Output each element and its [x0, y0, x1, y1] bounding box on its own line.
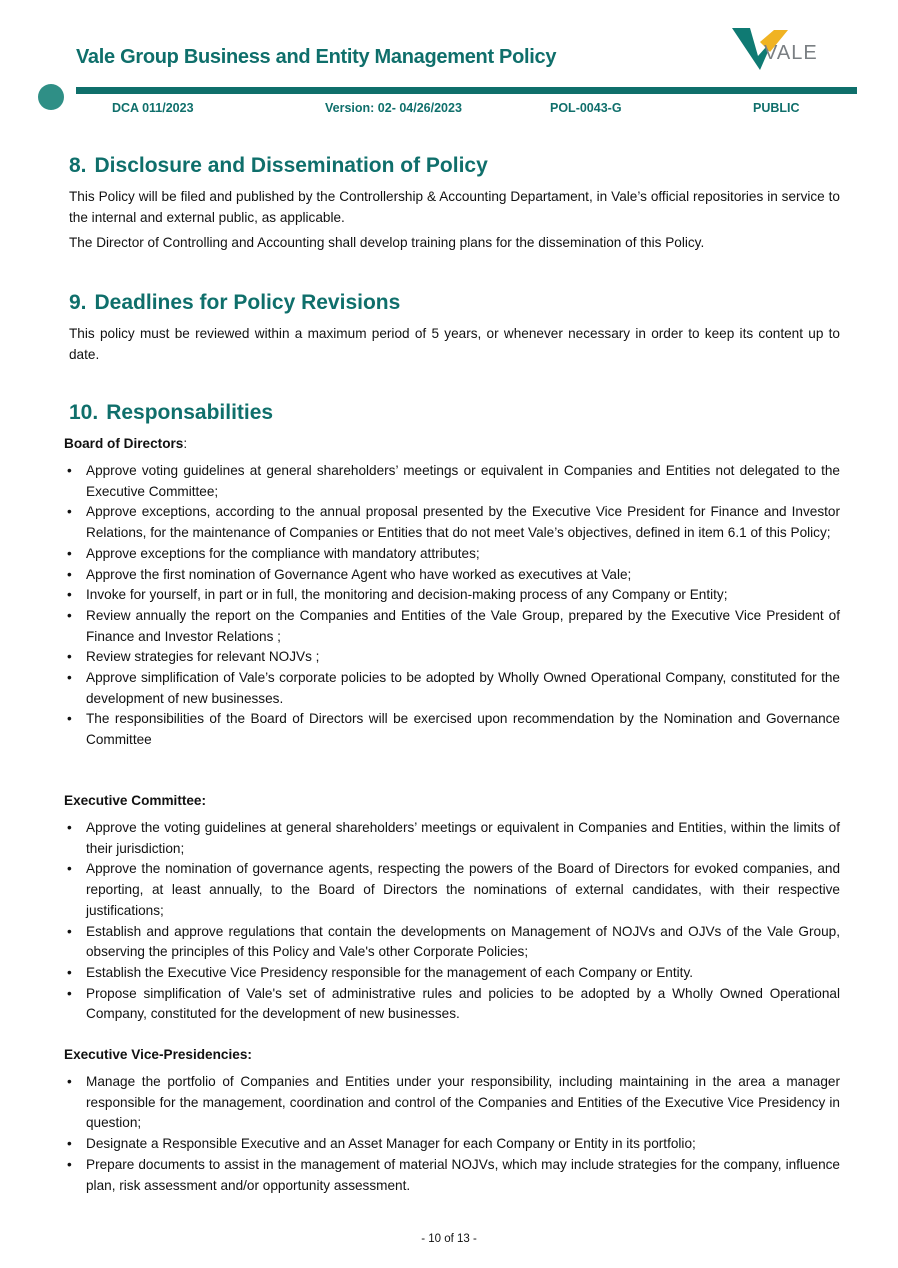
- section-8: [69, 154, 840, 259]
- list-item-text: Establish and approve regulations that contain the developments on Management of NOJVs and OJVs of the Vale Group, observing the principles of this Policy and Vale's other Corporate Policies;: [86, 923, 840, 960]
- bullet-icon: •: [67, 985, 72, 1001]
- paragraph: The Director of Controlling and Accounting shall develop training plans for the dissemination of this Policy.: [69, 235, 705, 251]
- bullet-icon: •: [67, 1136, 72, 1152]
- evp-list: [69, 1072, 840, 1196]
- bullet-icon: •: [67, 923, 72, 939]
- document-title: Vale Group Business and Entity Management Policy: [76, 46, 557, 68]
- list-item-text: Invoke for yourself, in part or in full, the monitoring and decision-making process of any Company or Entity;: [86, 587, 728, 603]
- exec-list: [69, 818, 840, 1025]
- exec-label: Executive Committee:: [64, 793, 207, 808]
- bullet-icon: •: [67, 1156, 72, 1172]
- bullet-icon: •: [67, 820, 72, 835]
- bullet-icon: •: [67, 711, 72, 727]
- list-item-text: Review strategies for relevant NOJVs ;: [86, 649, 320, 665]
- bullet-icon: •: [67, 607, 72, 623]
- list-item: [69, 1155, 840, 1196]
- list-item-text: Propose simplification of Vale's set of administrative rules and policies to be adopted by a Wholly Owned Operational Company, constituted for the development of new businesses.: [86, 985, 840, 1022]
- list-item: [69, 709, 840, 750]
- list-item: [69, 1072, 840, 1134]
- page-number: - 10 of 13 -: [421, 1233, 477, 1245]
- policy-code: POL-0043-G: [550, 101, 622, 115]
- list-item-text: Establish the Executive Vice Presidency responsible for the management of each Company or Entity.: [86, 964, 694, 980]
- bullet-icon: •: [67, 545, 72, 561]
- list-item: [69, 668, 840, 709]
- list-item: [69, 544, 840, 565]
- section-heading: 9. Deadlines for Policy Revisions: [69, 291, 401, 314]
- doc-number: DCA 011/2023: [112, 101, 194, 115]
- list-item-text: Manage the portfolio of Companies and Entities under your responsibility, including maintaining in the area a manager responsible for the management, coordination and control of the Companies and Entities of the Executive Vice Presidency in question;: [86, 1074, 840, 1131]
- board-list: [69, 461, 840, 751]
- section-9: [69, 291, 840, 370]
- list-item-text: Approve exceptions for the compliance with mandatory attributes;: [86, 545, 480, 561]
- version: Version: 02- 04/26/2023: [325, 101, 462, 115]
- bullet-icon: •: [67, 964, 72, 980]
- bullet-icon: •: [67, 670, 72, 686]
- bullet-icon: •: [67, 649, 72, 665]
- header-rule: [76, 87, 857, 94]
- paragraph: This policy must be reviewed within a maximum period of 5 years, or whenever necessary in order to keep its content up to date.: [69, 326, 840, 362]
- list-item: [69, 461, 840, 502]
- paragraph: This Policy will be filed and published by the Controllership & Accounting Departament, in Vale’s official repositories in service to the internal and external public, as applicable.: [69, 189, 840, 225]
- list-item-text: Prepare documents to assist in the management of material NOJVs, which may include strategies for the company, influence plan, risk assessment and/or opportunity assessment.: [86, 1156, 840, 1193]
- section-heading: 8. Disclosure and Dissemination of Policy: [69, 154, 488, 177]
- list-item-text: Approve the nomination of governance agents, respecting the powers of the Board of Directors for evoked companies, and reporting, at least annually, to the Board of Directors the nominations of external candidates, with their respective justifications;: [86, 861, 840, 918]
- section-10-heading: [69, 401, 840, 425]
- section-heading: 10. Responsabilities: [69, 401, 274, 424]
- list-item-text: Approve the voting guidelines at general shareholders’ meetings or equivalent in Companies and Entities, within the limits of their jurisdiction;: [86, 820, 840, 856]
- globe-icon: [38, 84, 64, 110]
- bullet-icon: •: [67, 463, 72, 478]
- evp-label: Executive Vice-Presidencies:: [64, 1047, 252, 1062]
- logo-text: VALE: [764, 42, 818, 64]
- list-item: [69, 963, 840, 984]
- list-item-text: Approve simplification of Vale’s corporate policies to be adopted by Wholly Owned Operational Company, constituted for the development of new businesses.: [86, 670, 840, 706]
- list-item-text: Approve exceptions, according to the annual proposal presented by the Executive Vice President for Finance and Investor Relations, for the maintenance of Companies or Entities that do not meet Vale’s objectives, defined in item 6.1 of this Policy;: [86, 504, 840, 541]
- bullet-icon: •: [67, 566, 72, 582]
- list-item: [69, 606, 840, 647]
- bullet-icon: •: [67, 861, 72, 877]
- list-item: [69, 565, 840, 586]
- list-item: [69, 859, 840, 921]
- list-item: [69, 922, 840, 963]
- board-label: Board of Directors:: [64, 436, 188, 451]
- bullet-icon: •: [67, 1074, 72, 1089]
- list-item: [69, 984, 840, 1025]
- list-item: [69, 818, 840, 859]
- list-item: [69, 585, 840, 606]
- list-item: [69, 647, 840, 668]
- list-item-text: Review annually the report on the Companies and Entities of the Vale Group, prepared by the Executive Vice President of Finance and Investor Relations ;: [86, 607, 840, 644]
- list-item-text: Approve voting guidelines at general shareholders’ meetings or equivalent in Companies and Entities not delegated to the Executive Committee;: [86, 463, 840, 499]
- classification: PUBLIC: [753, 101, 800, 115]
- list-item-text: Approve the first nomination of Governance Agent who have worked as executives at Vale;: [86, 566, 632, 582]
- list-item-text: The responsibilities of the Board of Directors will be exercised upon recommendation by the Nomination and Governance Committee: [86, 711, 840, 748]
- bullet-icon: •: [67, 504, 72, 520]
- list-item: [69, 1134, 840, 1155]
- list-item-text: Designate a Responsible Executive and an Asset Manager for each Company or Entity in its portfolio;: [86, 1136, 696, 1152]
- list-item: [69, 502, 840, 543]
- bullet-icon: •: [67, 587, 72, 603]
